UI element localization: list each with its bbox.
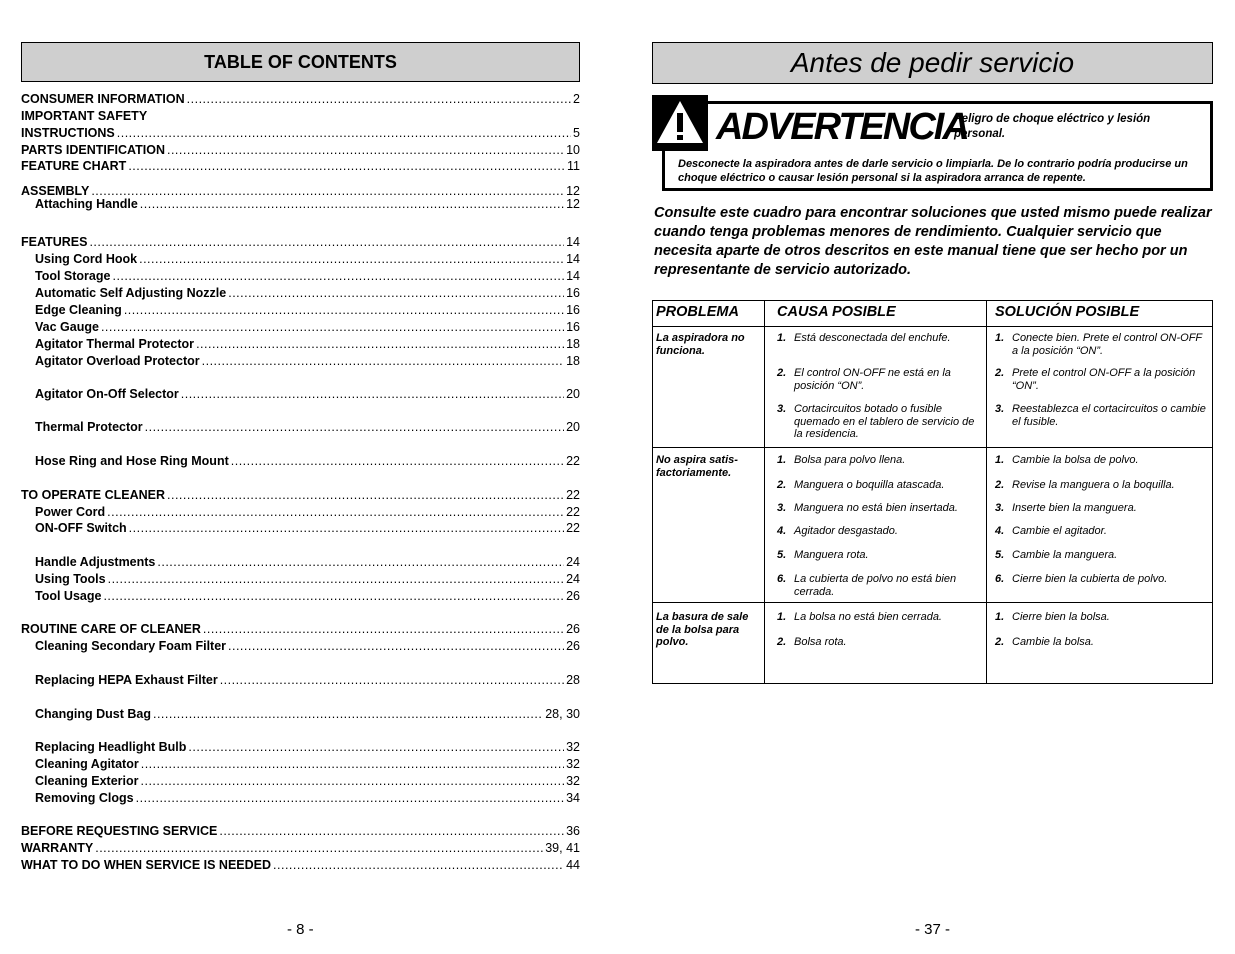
row-divider: [653, 602, 1212, 603]
toc-entry-page: 26: [566, 639, 580, 653]
toc-entry-title: ROUTINE CARE OF CLEANER: [21, 622, 201, 636]
problem-cell: La basura de sale de la bolsa para polvo.: [656, 611, 749, 648]
toc-entry-page: 20: [566, 420, 580, 434]
toc-entry-title: Cleaning Exterior: [35, 774, 139, 788]
toc-dot-leader: [140, 197, 564, 211]
toc-entry-title: Cleaning Agitator: [35, 757, 139, 771]
solution-item: [995, 479, 1207, 492]
toc-entry: [21, 774, 580, 791]
cause-item: [777, 479, 982, 492]
right-page-number: - 37 -: [915, 921, 951, 938]
toc-entry-title: Using Cord Hook: [35, 252, 138, 266]
toc-entry: [21, 143, 580, 160]
item-number: 3.: [995, 502, 1005, 514]
toc-dot-leader: [136, 791, 564, 805]
toc-entry-title: ON-OFF Switch: [35, 521, 127, 535]
item-number: 3.: [777, 403, 787, 415]
toc-entry: [21, 639, 580, 656]
row-divider: [653, 326, 1212, 327]
toc-dot-leader: [129, 521, 564, 535]
toc-entry-page: 32: [566, 774, 580, 788]
solution-item: [995, 549, 1207, 562]
toc-entry-title: Agitator Thermal Protector: [35, 337, 195, 351]
toc-dot-leader: [157, 555, 564, 569]
toc-entry: [21, 92, 580, 109]
toc-dot-leader: [228, 639, 564, 653]
item-text: Cambie la bolsa de polvo.: [1012, 454, 1139, 466]
toc-entry-title: Edge Cleaning: [35, 303, 122, 317]
toc-entry: [21, 707, 580, 724]
toc-entry: [21, 673, 580, 690]
toc-dot-leader: [89, 235, 564, 249]
toc-dot-leader: [231, 454, 564, 468]
item-number: 1.: [995, 332, 1005, 344]
toc-entry: [21, 252, 580, 269]
toc-entry: [21, 824, 580, 841]
toc-entry-title: Using Tools: [35, 572, 106, 586]
header-problema: PROBLEMA: [656, 304, 739, 320]
toc-entry-title: TO OPERATE CLEANER: [21, 488, 165, 502]
item-text: Bolsa rota.: [794, 636, 847, 648]
toc-dot-leader: [141, 774, 565, 788]
toc-dot-leader: [203, 622, 564, 636]
toc-entry-title: BEFORE REQUESTING SERVICE: [21, 824, 218, 838]
cause-item: [777, 573, 982, 598]
row-divider: [653, 447, 1212, 448]
toc-entry-page: 24: [566, 572, 580, 586]
item-number: 1.: [995, 454, 1005, 466]
toc-entry: [21, 337, 580, 354]
solution-item: [995, 525, 1207, 538]
solution-item: [995, 403, 1207, 428]
cause-item: [777, 525, 982, 538]
item-number: 6.: [777, 573, 787, 585]
toc-entry-page: 44: [566, 858, 580, 872]
item-number: 3.: [995, 403, 1005, 415]
solution-item: [995, 611, 1207, 624]
toc-entry: [21, 354, 580, 371]
header-causa: CAUSA POSIBLE: [777, 304, 896, 320]
item-number: 3.: [777, 502, 787, 514]
toc-dot-leader: [188, 740, 564, 754]
toc-entry-title: Power Cord: [35, 505, 106, 519]
item-text: Cambie la manguera.: [1012, 549, 1118, 561]
toc-entry-page: 12: [566, 184, 580, 198]
warning-box: [652, 95, 1214, 191]
item-text: El control ON-OFF ne está en la posición “ON”.: [794, 367, 951, 392]
toc-entry-title: Tool Storage: [35, 269, 111, 283]
toc-entry-title: ASSEMBLY: [21, 184, 90, 198]
toc-entry-title: Thermal Protector: [35, 420, 143, 434]
toc-entry-page: 32: [566, 757, 580, 771]
toc-entry-page: 32: [566, 740, 580, 754]
item-text: La cubierta de polvo no está bien cerrada.: [794, 573, 957, 598]
toc-entry: [21, 269, 580, 286]
toc-entry: [21, 572, 580, 589]
toc-dot-leader: [128, 159, 565, 173]
toc-entry: [21, 505, 580, 522]
toc-entry: [21, 740, 580, 757]
toc-entry: [21, 622, 580, 639]
toc-entry-title: Hose Ring and Hose Ring Mount: [35, 454, 229, 468]
toc-entry-page: 34: [566, 791, 580, 805]
toc-entry-page: 22: [566, 521, 580, 535]
item-text: Agitador desgastado.: [794, 525, 898, 537]
toc-entry: [21, 109, 580, 126]
toc-entry: [21, 303, 580, 320]
solution-item: [995, 332, 1207, 357]
toc-entry-title: WARRANTY: [21, 841, 94, 855]
toc-entry-page: 10: [566, 143, 580, 157]
item-text: Cambie el agitador.: [1012, 525, 1107, 537]
item-number: 1.: [777, 332, 787, 344]
left-page-number: - 8 -: [287, 921, 314, 938]
item-text: La bolsa no está bien cerrada.: [794, 611, 942, 623]
solution-item: [995, 573, 1207, 586]
intro-paragraph: Consulte este cuadro para encontrar soluciones que usted mismo puede realizar cuando tenga problemas menores de rendimiento. Cualquier servicio que necesita aparte de otros descritos en este manual tiene que ser hecho por un representante de servicio autorizado.: [654, 205, 1212, 278]
toc-entry: [21, 320, 580, 337]
problem-cell: La aspiradora no funciona.: [656, 332, 745, 357]
toc-dot-leader: [202, 354, 564, 368]
toc-entry-page: 26: [566, 622, 580, 636]
column-divider: [764, 301, 765, 683]
toc-entry-page: 11: [567, 159, 580, 173]
toc-dot-leader: [153, 707, 543, 721]
item-text: Inserte bien la manguera.: [1012, 502, 1137, 514]
toc-entry-page: 36: [566, 824, 580, 838]
toc-entry-page: 14: [566, 269, 580, 283]
item-number: 2.: [995, 479, 1005, 491]
item-number: 2.: [995, 636, 1005, 648]
item-number: 1.: [777, 454, 787, 466]
toc-entry: [21, 488, 580, 505]
toc-entry: [21, 521, 580, 538]
solution-item: [995, 502, 1207, 515]
toc-dot-leader: [117, 126, 571, 140]
service-header: Antes de pedir servicio: [652, 42, 1213, 84]
toc-header: TABLE OF CONTENTS: [21, 42, 580, 82]
toc-entry-title: WHAT TO DO WHEN SERVICE IS NEEDED: [21, 858, 272, 872]
toc-dot-leader: [187, 92, 571, 106]
item-number: 2.: [995, 367, 1005, 379]
cause-item: [777, 367, 982, 392]
header-solucion: SOLUCIÓN POSIBLE: [995, 304, 1140, 320]
toc-entry-title: INSTRUCTIONS: [21, 126, 115, 140]
item-text: Manguera rota.: [794, 549, 869, 561]
toc-entry-page: 26: [566, 589, 580, 603]
toc-entry-page: 18: [566, 354, 580, 368]
toc-entry-page: 22: [566, 505, 580, 519]
toc-entry-title: Attaching Handle: [35, 197, 138, 211]
item-number: 4.: [995, 525, 1005, 537]
toc-entry: [21, 286, 580, 303]
item-number: 1.: [777, 611, 787, 623]
item-number: 5.: [777, 549, 787, 561]
item-text: Cierre bien la cubierta de polvo.: [1012, 573, 1168, 585]
cause-item: [777, 332, 982, 345]
toc-entry-page: 18: [566, 337, 580, 351]
toc-dot-leader: [101, 320, 564, 334]
toc-dot-leader: [220, 673, 564, 687]
toc-entry-page: 2: [573, 92, 580, 106]
toc-entry: [21, 197, 580, 214]
toc-dot-leader: [91, 184, 564, 198]
cause-item: [777, 636, 982, 649]
warning-triangle-icon: [652, 95, 708, 151]
toc-entry-title: Handle Adjustments: [35, 555, 156, 569]
toc-entry-title: Tool Usage: [35, 589, 102, 603]
cause-item: [777, 502, 982, 515]
toc-entry: [21, 159, 580, 176]
warning-title: ADVERTENCIA: [716, 106, 968, 148]
toc-entry-title: FEATURES: [21, 235, 88, 249]
right-page: [617, 0, 1235, 954]
toc-entry: [21, 858, 580, 875]
toc-dot-leader: [219, 824, 564, 838]
toc-entry-title: Replacing HEPA Exhaust Filter: [35, 673, 218, 687]
toc-entry-title: FEATURE CHART: [21, 159, 127, 173]
toc-dot-leader: [228, 286, 564, 300]
toc-dot-leader: [273, 858, 564, 872]
toc-entry-page: 28: [566, 673, 580, 687]
toc-dot-leader: [196, 337, 564, 351]
toc-dot-leader: [124, 303, 564, 317]
toc-entry-page: 16: [566, 320, 580, 334]
item-text: Está desconectada del enchufe.: [794, 332, 951, 344]
item-text: Cierre bien la bolsa.: [1012, 611, 1110, 623]
item-text: Reestablezca el cortacircuitos o cambie el fusible.: [1012, 403, 1206, 428]
toc-entry-page: 22: [566, 488, 580, 502]
item-text: Conecte bien. Prete el control ON-OFF a la posición “ON”.: [1012, 332, 1202, 357]
toc-dot-leader: [95, 841, 543, 855]
solution-item: [995, 367, 1207, 392]
cause-item: [777, 611, 982, 624]
toc-entry-page: 39, 41: [545, 841, 580, 855]
toc-entry-page: 14: [566, 252, 580, 266]
toc-entry-title: Automatic Self Adjusting Nozzle: [35, 286, 227, 300]
toc-entry: [21, 841, 580, 858]
toc-entry-page: 16: [566, 286, 580, 300]
toc-entry-title: Removing Clogs: [35, 791, 134, 805]
toc-dot-leader: [103, 589, 564, 603]
item-number: 2.: [777, 636, 787, 648]
toc-entry-page: 22: [566, 454, 580, 468]
toc-dot-leader: [139, 252, 564, 266]
toc-entry-page: 20: [566, 387, 580, 401]
toc-entry-page: 16: [566, 303, 580, 317]
column-divider: [986, 301, 987, 683]
item-number: 6.: [995, 573, 1005, 585]
toc-entry-title: Cleaning Secondary Foam Filter: [35, 639, 227, 653]
toc-entry: [21, 454, 580, 471]
left-page: [0, 0, 617, 954]
toc-dot-leader: [167, 143, 564, 157]
toc-entry: [21, 387, 580, 404]
item-text: Revise la manguera o la boquilla.: [1012, 479, 1175, 491]
toc-entry-title: Changing Dust Bag: [35, 707, 151, 721]
item-text: Cambie la bolsa.: [1012, 636, 1094, 648]
toc-entry: [21, 555, 580, 572]
toc-dot-leader: [167, 488, 564, 502]
toc-dot-leader: [108, 572, 564, 586]
toc-entry-title: CONSUMER INFORMATION: [21, 92, 185, 106]
toc-entry-title: Agitator On-Off Selector: [35, 387, 179, 401]
toc-dot-leader: [112, 269, 564, 283]
toc-entry-title: Vac Gauge: [35, 320, 99, 334]
toc-entry: [21, 791, 580, 808]
troubleshooting-table: [652, 300, 1213, 684]
item-text: Manguera no está bien insertada.: [794, 502, 958, 514]
warning-subtitle: Peligro de choque eléctrico y lesión personal.: [954, 113, 1151, 140]
warning-body: Desconecte la aspiradora antes de darle servicio o limpiarla. De lo contrario podría producirse un choque eléctrico o causar lesión personal si la aspiradora arranca de repente.: [678, 158, 1188, 184]
item-number: 1.: [995, 611, 1005, 623]
item-text: Bolsa para polvo llena.: [794, 454, 906, 466]
item-number: 2.: [777, 367, 787, 379]
toc-dot-leader: [141, 757, 564, 771]
toc-dot-leader: [181, 387, 564, 401]
item-number: 5.: [995, 549, 1005, 561]
toc-entry-page: 28, 30: [545, 707, 580, 721]
toc-entry-page: 12: [566, 197, 580, 211]
problem-cell: No aspira satis-factoriamente.: [656, 454, 738, 479]
toc-entry: [21, 589, 580, 606]
toc-entry-page: 24: [566, 555, 580, 569]
toc-entry: [21, 235, 580, 252]
toc-entry-title: Replacing Headlight Bulb: [35, 740, 187, 754]
toc-dot-leader: [145, 420, 564, 434]
toc-entry: [21, 126, 580, 143]
item-text: Manguera o boquilla atascada.: [794, 479, 945, 491]
cause-item: [777, 549, 982, 562]
toc-entry-title: Agitator Overload Protector: [35, 354, 200, 368]
item-number: 4.: [777, 525, 787, 537]
item-text: Prete el control ON-OFF a la posición “ON”.: [1012, 367, 1196, 392]
toc-entry: [21, 757, 580, 774]
toc-entry: [21, 420, 580, 437]
toc-entry-title: IMPORTANT SAFETY: [21, 109, 148, 123]
toc-dot-leader: [107, 505, 564, 519]
toc-entry-page: 5: [573, 126, 580, 140]
solution-item: [995, 454, 1207, 467]
toc-entry-page: 14: [566, 235, 580, 249]
item-text: Cortacircuitos botado o fusible quemado en el tablero de servicio de la residencia.: [794, 403, 975, 440]
cause-item: [777, 454, 982, 467]
toc-entry-title: PARTS IDENTIFICATION: [21, 143, 165, 157]
cause-item: [777, 403, 982, 441]
item-number: 2.: [777, 479, 787, 491]
solution-item: [995, 636, 1207, 649]
